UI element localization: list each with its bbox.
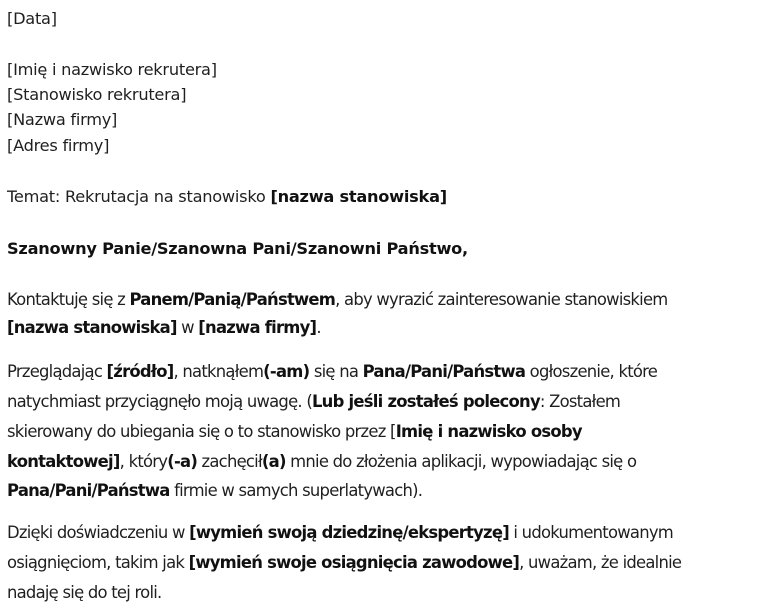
paragraph-2-line-3: skierowany do ubiegania się o to stanowisko przez [Imię i nazwisko osoby <box>7 422 582 441</box>
company-address-line: [Adres firmy] <box>7 136 110 155</box>
date-line: [Data] <box>7 9 57 28</box>
paragraph-2-line-5: Pana/Pani/Państwa firmie w samych superlatywach). <box>7 481 423 500</box>
subject-line <box>7 182 447 212</box>
recruiter-name-line: [Imię i nazwisko rekrutera] <box>7 60 217 79</box>
paragraph-2-line-4: kontaktowej], który(-a) zachęcił(a) mnie do złożenia aplikacji, wypowiadając się o <box>7 452 637 471</box>
recruiter-position-line: [Stanowisko rekrutera] <box>7 85 187 104</box>
paragraph-3-line-3: nadaję się do tej roli. <box>7 583 162 602</box>
paragraph-2-line-1: Przeglądając [źródło], natknąłem(-am) się na Pana/Pani/Państwa ogłoszenie, które <box>7 362 658 381</box>
paragraph-3-line-1: Dzięki doświadczeniu w [wymień swoją dziedzinę/ekspertyzę] i udokumentowanym <box>7 523 674 542</box>
subject-prefix: Temat: Rekrutacja na stanowisko <box>7 187 271 206</box>
paragraph-1-line-2: [nazwa stanowiska] w [nazwa firmy]. <box>7 318 321 337</box>
company-name-line: [Nazwa firmy] <box>7 110 118 129</box>
paragraph-3-line-2: osiągnięciom, takim jak [wymień swoje osiągnięcia zawodowe], uważam, że idealnie <box>7 553 682 572</box>
paragraph-1-line-1: Kontaktuję się z Panem/Panią/Państwem, aby wyrazić zainteresowanie stanowiskiem <box>7 290 668 309</box>
paragraph-2-line-2: natychmiast przyciągnęło moją uwagę. (Lub jeśli zostałeś polecony: Zostałem <box>7 392 621 411</box>
salutation: Szanowny Panie/Szanowna Pani/Szanowni Państwo, <box>7 239 468 258</box>
subject-position: [nazwa stanowiska] <box>270 187 447 206</box>
